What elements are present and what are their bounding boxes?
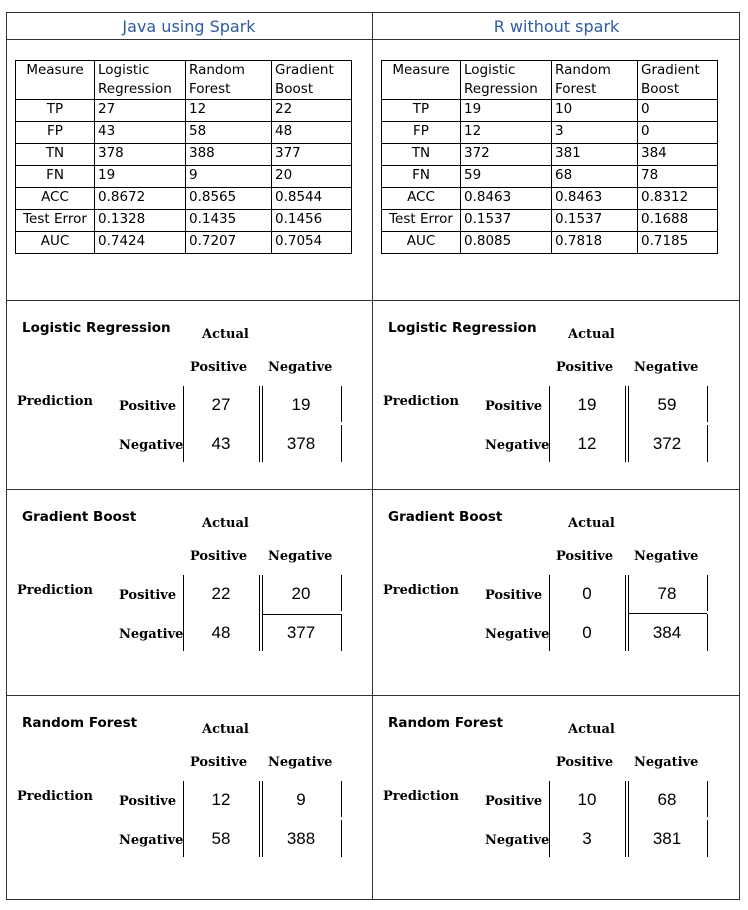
metric-value: 9 bbox=[186, 166, 272, 188]
cell-neg-neg: 372 bbox=[652, 434, 682, 453]
col-header: Measure bbox=[382, 61, 461, 100]
cell-pos-neg: 78 bbox=[657, 584, 677, 603]
measure-label: FN bbox=[382, 166, 461, 188]
col-header: Gradient Boost bbox=[272, 61, 352, 100]
col-header: Gradient Boost bbox=[638, 61, 718, 100]
metrics-row bbox=[16, 188, 352, 210]
cell-neg-pos: 12 bbox=[577, 434, 597, 453]
metric-value: 0 bbox=[638, 100, 718, 122]
matrix-title: Random Forest bbox=[388, 715, 504, 731]
metric-value: 388 bbox=[186, 144, 272, 166]
matrix-line bbox=[262, 781, 263, 857]
matrix-line bbox=[549, 781, 550, 857]
measure-label: TP bbox=[382, 100, 461, 122]
cell-pos-neg: 20 bbox=[291, 584, 311, 603]
metric-value: 0.1435 bbox=[186, 210, 272, 232]
metrics-row bbox=[16, 122, 352, 144]
metric-value: 43 bbox=[95, 122, 186, 144]
metric-value: 0.7054 bbox=[272, 232, 352, 254]
metric-value: 377 bbox=[272, 144, 352, 166]
actual-negative-label: Negative bbox=[268, 549, 333, 564]
metrics-row bbox=[16, 144, 352, 166]
cell-neg-neg: 378 bbox=[286, 434, 316, 453]
actual-positive-label: Positive bbox=[556, 755, 614, 770]
matrix-line bbox=[549, 386, 550, 462]
metric-value: 0.8312 bbox=[638, 188, 718, 210]
metrics-row bbox=[382, 100, 718, 122]
metric-value: 0.7207 bbox=[186, 232, 272, 254]
cell-neg-neg: 381 bbox=[652, 829, 682, 848]
matrix-title: Logistic Regression bbox=[22, 320, 171, 336]
metrics-table-java bbox=[15, 60, 352, 254]
metrics-header-row bbox=[16, 61, 352, 100]
cell-neg-neg: 384 bbox=[652, 623, 682, 642]
matrix-line bbox=[628, 781, 629, 857]
measure-label: FP bbox=[382, 122, 461, 144]
pred-positive-label: Positive bbox=[485, 588, 543, 603]
measure-label: Test Error bbox=[382, 210, 461, 232]
pred-negative-label: Negative bbox=[119, 438, 184, 453]
matrix-line bbox=[707, 820, 708, 857]
metric-value: 0.1537 bbox=[552, 210, 638, 232]
metric-value: 0.1456 bbox=[272, 210, 352, 232]
matrix-line bbox=[629, 613, 707, 614]
matrix-title: Random Forest bbox=[22, 715, 138, 731]
metrics-row bbox=[382, 188, 718, 210]
matrix-line bbox=[707, 386, 708, 422]
matrix-line bbox=[625, 575, 626, 651]
metric-value: 59 bbox=[461, 166, 552, 188]
cell-pos-pos: 19 bbox=[577, 395, 597, 414]
header-r-without-spark: R without spark bbox=[493, 17, 620, 36]
metric-value: 0.7185 bbox=[638, 232, 718, 254]
cell-pos-pos: 22 bbox=[211, 584, 231, 603]
metric-value: 372 bbox=[461, 144, 552, 166]
pred-positive-label: Positive bbox=[485, 399, 543, 414]
matrix-line bbox=[341, 575, 342, 611]
section-divider-2 bbox=[6, 489, 740, 490]
matrix-title: Logistic Regression bbox=[388, 320, 537, 336]
actual-negative-label: Negative bbox=[268, 755, 333, 770]
metric-value: 0.8463 bbox=[461, 188, 552, 210]
metric-value: 27 bbox=[95, 100, 186, 122]
col-header: Logistic Regression bbox=[461, 61, 552, 100]
metrics-row bbox=[16, 100, 352, 122]
metric-value: 0.7818 bbox=[552, 232, 638, 254]
metric-value: 48 bbox=[272, 122, 352, 144]
metric-value: 378 bbox=[95, 144, 186, 166]
measure-label: ACC bbox=[382, 188, 461, 210]
cell-pos-neg: 68 bbox=[657, 790, 677, 809]
metric-value: 19 bbox=[461, 100, 552, 122]
metric-value: 381 bbox=[552, 144, 638, 166]
metric-value: 20 bbox=[272, 166, 352, 188]
measure-label: FN bbox=[16, 166, 95, 188]
actual-label: Actual bbox=[568, 722, 615, 737]
actual-label: Actual bbox=[202, 722, 249, 737]
cell-neg-neg: 388 bbox=[286, 829, 316, 848]
metric-value: 0.8463 bbox=[552, 188, 638, 210]
prediction-label: Prediction bbox=[17, 394, 93, 409]
metric-value: 22 bbox=[272, 100, 352, 122]
cell-pos-pos: 12 bbox=[211, 790, 231, 809]
metric-value: 0.1688 bbox=[638, 210, 718, 232]
measure-label: ACC bbox=[16, 188, 95, 210]
metric-value: 68 bbox=[552, 166, 638, 188]
header-java-spark: Java using Spark bbox=[122, 17, 256, 36]
section-divider-3 bbox=[6, 695, 740, 696]
metric-value: 0.1537 bbox=[461, 210, 552, 232]
metric-value: 0.8672 bbox=[95, 188, 186, 210]
metrics-row bbox=[382, 210, 718, 232]
section-divider-1 bbox=[6, 300, 740, 301]
cell-neg-pos: 0 bbox=[582, 623, 592, 642]
actual-label: Actual bbox=[568, 327, 615, 342]
measure-label: Test Error bbox=[16, 210, 95, 232]
matrix-line bbox=[341, 425, 342, 462]
metric-value: 0.7424 bbox=[95, 232, 186, 254]
actual-positive-label: Positive bbox=[190, 755, 248, 770]
metrics-row bbox=[16, 232, 352, 254]
pred-positive-label: Positive bbox=[485, 794, 543, 809]
metrics-row bbox=[382, 166, 718, 188]
col-header: Logistic Regression bbox=[95, 61, 186, 100]
matrix-line bbox=[183, 386, 184, 462]
metric-value: 0.1328 bbox=[95, 210, 186, 232]
pred-negative-label: Negative bbox=[119, 627, 184, 642]
pred-positive-label: Positive bbox=[119, 588, 177, 603]
matrix-line bbox=[259, 781, 260, 857]
metric-value: 78 bbox=[638, 166, 718, 188]
metrics-header-row bbox=[382, 61, 718, 100]
actual-positive-label: Positive bbox=[556, 360, 614, 375]
metric-value: 0.8544 bbox=[272, 188, 352, 210]
actual-negative-label: Negative bbox=[268, 360, 333, 375]
matrix-line bbox=[263, 614, 341, 615]
measure-label: TN bbox=[16, 144, 95, 166]
prediction-label: Prediction bbox=[17, 789, 93, 804]
metric-value: 0.8565 bbox=[186, 188, 272, 210]
cell-pos-pos: 0 bbox=[582, 584, 592, 603]
matrix-line bbox=[707, 425, 708, 462]
matrix-line bbox=[549, 575, 550, 651]
col-header: Measure bbox=[16, 61, 95, 100]
matrix-line bbox=[259, 386, 260, 462]
prediction-label: Prediction bbox=[383, 394, 459, 409]
metric-value: 12 bbox=[461, 122, 552, 144]
cell-pos-neg: 19 bbox=[291, 395, 311, 414]
matrix-line bbox=[707, 781, 708, 817]
cell-neg-pos: 48 bbox=[211, 623, 231, 642]
pred-positive-label: Positive bbox=[119, 399, 177, 414]
metrics-row bbox=[382, 144, 718, 166]
matrix-line bbox=[341, 781, 342, 817]
actual-label: Actual bbox=[202, 516, 249, 531]
measure-label: FP bbox=[16, 122, 95, 144]
metrics-table-r bbox=[381, 60, 718, 254]
col-header: Random Forest bbox=[552, 61, 638, 100]
cell-pos-pos: 10 bbox=[577, 790, 597, 809]
metrics-row bbox=[16, 166, 352, 188]
matrix-line bbox=[183, 575, 184, 651]
pred-positive-label: Positive bbox=[119, 794, 177, 809]
pred-negative-label: Negative bbox=[485, 438, 550, 453]
metrics-row bbox=[382, 122, 718, 144]
actual-negative-label: Negative bbox=[634, 549, 699, 564]
metric-value: 3 bbox=[552, 122, 638, 144]
matrix-title: Gradient Boost bbox=[22, 509, 137, 525]
prediction-label: Prediction bbox=[17, 583, 93, 598]
metric-value: 58 bbox=[186, 122, 272, 144]
metric-value: 10 bbox=[552, 100, 638, 122]
pred-negative-label: Negative bbox=[485, 833, 550, 848]
measure-label: AUC bbox=[16, 232, 95, 254]
actual-negative-label: Negative bbox=[634, 360, 699, 375]
actual-label: Actual bbox=[202, 327, 249, 342]
measure-label: TN bbox=[382, 144, 461, 166]
matrix-line bbox=[628, 386, 629, 462]
measure-label: AUC bbox=[382, 232, 461, 254]
metric-value: 0 bbox=[638, 122, 718, 144]
metrics-row bbox=[16, 210, 352, 232]
actual-negative-label: Negative bbox=[634, 755, 699, 770]
metrics-row bbox=[382, 232, 718, 254]
metric-value: 384 bbox=[638, 144, 718, 166]
matrix-line bbox=[625, 386, 626, 462]
matrix-line bbox=[341, 614, 342, 651]
measure-label: TP bbox=[16, 100, 95, 122]
metric-value: 12 bbox=[186, 100, 272, 122]
actual-positive-label: Positive bbox=[556, 549, 614, 564]
matrix-line bbox=[707, 614, 708, 651]
matrix-line bbox=[341, 386, 342, 422]
cell-pos-neg: 59 bbox=[657, 395, 677, 414]
col-header: Random Forest bbox=[186, 61, 272, 100]
cell-neg-pos: 3 bbox=[582, 829, 592, 848]
matrix-line bbox=[262, 386, 263, 462]
prediction-label: Prediction bbox=[383, 583, 459, 598]
metric-value: 0.8085 bbox=[461, 232, 552, 254]
matrix-line bbox=[625, 781, 626, 857]
matrix-line bbox=[183, 781, 184, 857]
matrix-line bbox=[707, 575, 708, 611]
metric-value: 19 bbox=[95, 166, 186, 188]
column-divider bbox=[372, 12, 373, 900]
actual-label: Actual bbox=[568, 516, 615, 531]
pred-negative-label: Negative bbox=[119, 833, 184, 848]
matrix-line bbox=[259, 575, 260, 651]
cell-neg-pos: 43 bbox=[211, 434, 231, 453]
pred-negative-label: Negative bbox=[485, 627, 550, 642]
matrix-line bbox=[341, 820, 342, 857]
actual-positive-label: Positive bbox=[190, 549, 248, 564]
cell-pos-pos: 27 bbox=[211, 395, 231, 414]
cell-neg-pos: 58 bbox=[211, 829, 231, 848]
matrix-title: Gradient Boost bbox=[388, 509, 503, 525]
cell-pos-neg: 9 bbox=[296, 790, 306, 809]
actual-positive-label: Positive bbox=[190, 360, 248, 375]
prediction-label: Prediction bbox=[383, 789, 459, 804]
matrix-line bbox=[262, 575, 263, 651]
cell-neg-neg: 377 bbox=[286, 623, 316, 642]
